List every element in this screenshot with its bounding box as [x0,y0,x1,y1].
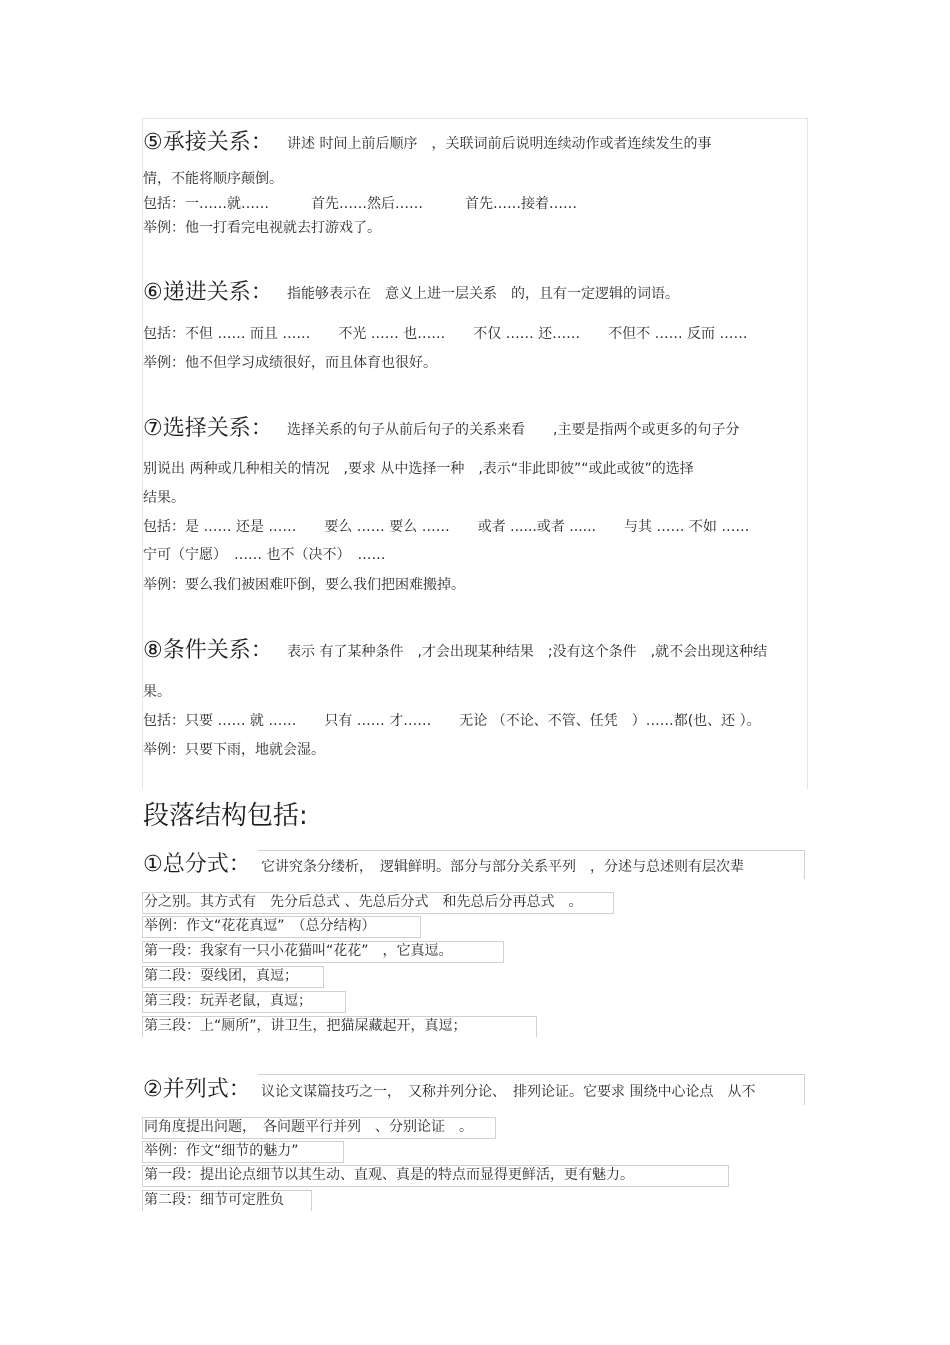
binglie-desc-line1: 议论文谋篇技巧之一， 又称并列分论、 排列论证。它要求 围绕中心论点 从不 [261,1084,756,1100]
section6-desc-line1: 指能够表示在 意义上进一层关系 的，且有一定逻辑的词语。 [287,286,679,302]
section5-desc-line1: 讲述 时间上前后顺序 ，关联词前后说明连续动作或者连续发生的事 [287,136,712,152]
zongfen-para2: 第二段：耍线团，真逗； [144,968,298,984]
section6-example: 举例：他不但学习成绩很好，而且体育也很好。 [143,355,437,371]
section8-heading: ⑧条件关系： [143,638,273,663]
section5-heading: ⑤承接关系： [143,130,273,155]
section5-desc-line2: 情，不能将顺序颠倒。 [143,171,283,187]
section7-desc-line1: 选择关系的句子从前后句子的关系来看 ,主要是指两个或更多的句子分 [287,422,740,438]
binglie-heading: ②并列式： [143,1077,251,1102]
zongfen-para1: 第一段：我家有一只小花猫叫“花花” ，它真逗。 [144,943,453,959]
section6-include: 包括：不但 …… 而且 …… 不光 …… 也…… 不仅 …… 还…… 不但不 …… 反而 …… [143,326,748,342]
section8-desc-line2: 果。 [143,684,171,700]
section8-desc-line1: 表示 有了某种条件 ,才会出现某种结果 ;没有这个条件 ,就不会出现这种结 [287,644,768,660]
section5-example: 举例：他一打看完电视就去打游戏了。 [143,220,381,236]
section7-example: 举例：要么我们被困难吓倒，要么我们把困难搬掉。 [143,577,465,593]
zongfen-desc-line2: 分之别。其方式有 先分后总式 、先总后分式 和先总后分再总式 。 [144,894,583,910]
zongfen-para4: 第三段：上“厕所”，讲卫生，把猫屎藏起开，真逗； [144,1018,467,1034]
binglie-desc-line2: 同角度提出问题， 各问题平行并列 、分别论证 。 [144,1119,473,1135]
zongfen-para3: 第三段：玩弄老鼠，真逗； [144,993,312,1009]
section7-desc-line3: 结果。 [143,490,185,506]
section7-desc-line2: 别说出 两种或几种相关的情况 ,要求 从中选择一种 ,表示“非此即彼”“或此或彼”的选择 [143,461,694,477]
section5-include: 包括：一……就…… 首先……然后…… 首先……接着…… [143,196,577,212]
binglie-example: 举例：作文“细节的魅力” [144,1143,299,1159]
section8-include: 包括：只要 …… 就 …… 只有 …… 才…… 无论 （不论、不管、任凭 ）……都(也、还 ）。 [143,713,761,729]
zongfen-example: 举例：作文“花花真逗” （总分结构） [144,918,376,934]
zongfen-heading: ①总分式： [143,852,251,877]
section7-heading: ⑦选择关系： [143,416,273,441]
section7-include-line1: 包括：是 …… 还是 …… 要么 …… 要么 …… 或者 ......或者 ...... 与其 …… 不如 …… [143,519,750,535]
zongfen-desc-line1: 它讲究条分缕析， 逻辑鲜明。部分与部分关系平列 ，分述与总述则有层次辈 [261,859,744,875]
binglie-para1: 第一段：提出论点细节以其生动、直观、真是的特点而显得更鲜活，更有魅力。 [144,1167,634,1183]
structure-title: 段落结构包括: [143,801,308,831]
binglie-para2: 第二段：细节可定胜负 [144,1192,284,1208]
section7-include-line2: 宁可（宁愿） …… 也不（决不） …… [143,547,386,563]
section6-heading: ⑥递进关系： [143,280,273,305]
section8-example: 举例：只要下雨，地就会湿。 [143,742,325,758]
